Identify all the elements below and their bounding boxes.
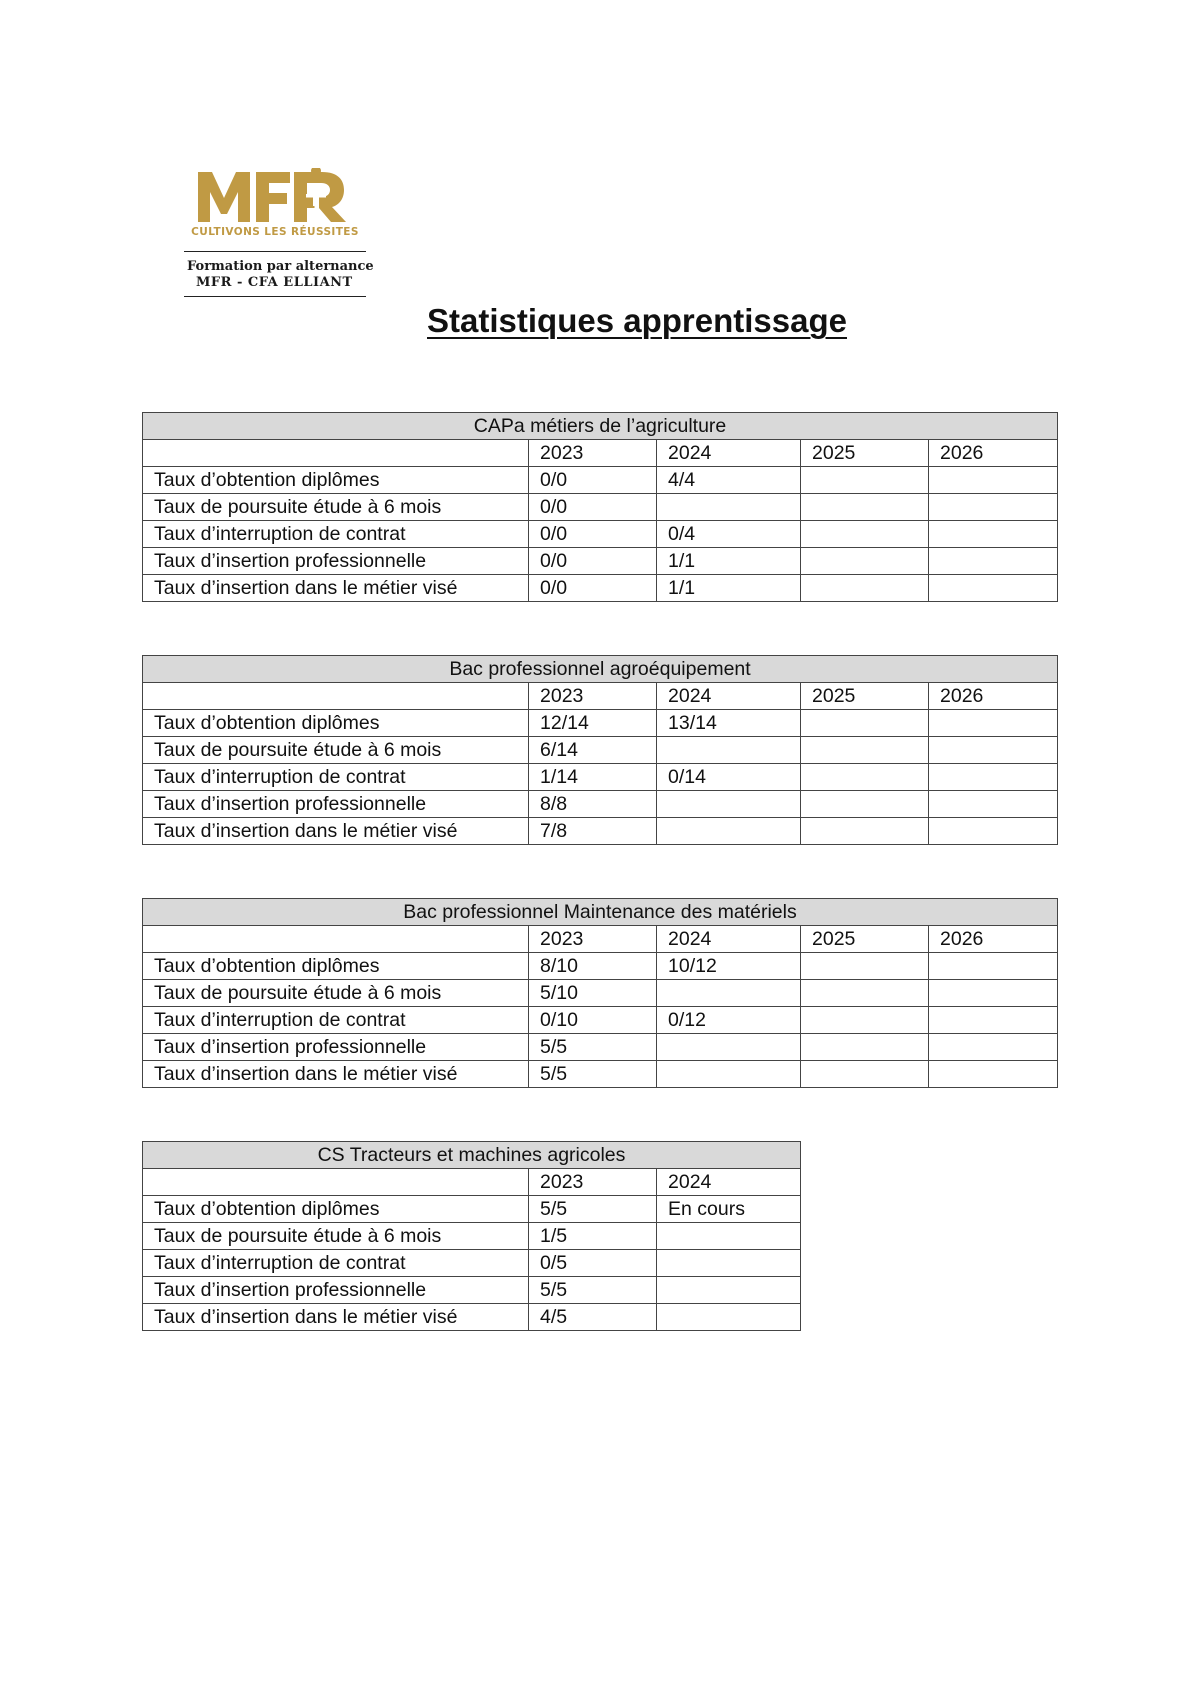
row-label: Taux d’interruption de contrat [143, 764, 529, 791]
table-cell: 5/5 [529, 1196, 657, 1223]
table-cell [929, 467, 1058, 494]
table-row [143, 494, 1058, 521]
table-caption-row [143, 1142, 801, 1169]
table-cell [929, 1061, 1058, 1088]
table-cell [657, 1061, 801, 1088]
row-label: Taux de poursuite étude à 6 mois [143, 980, 529, 1007]
table-cell: 1/5 [529, 1223, 657, 1250]
table-cell [801, 467, 929, 494]
table-row [143, 575, 1058, 602]
table-row [143, 737, 1058, 764]
table-cell [801, 980, 929, 1007]
table-row [143, 548, 1058, 575]
table-cell [801, 494, 929, 521]
table-cell [801, 548, 929, 575]
table-cell: 8/8 [529, 791, 657, 818]
table-cell: 0/10 [529, 1007, 657, 1034]
table-row [143, 980, 1058, 1007]
table-header-row [143, 683, 1058, 710]
table-cell [929, 575, 1058, 602]
table-cell [929, 980, 1058, 1007]
table-cell [801, 953, 929, 980]
table-caption: Bac professionnel agroéquipement [143, 656, 1058, 683]
year-header: 2024 [657, 1169, 801, 1196]
row-label: Taux d’obtention diplômes [143, 467, 529, 494]
year-header: 2025 [801, 683, 929, 710]
table-cell [801, 575, 929, 602]
table-caption-row [143, 899, 1058, 926]
table-row [143, 764, 1058, 791]
table-caption-row [143, 656, 1058, 683]
table-cell: 0/0 [529, 494, 657, 521]
table-cell [657, 980, 801, 1007]
table-cell: 0/4 [657, 521, 801, 548]
table-cell [801, 1034, 929, 1061]
table-cell: 1/1 [657, 575, 801, 602]
table-cell: 13/14 [657, 710, 801, 737]
year-header: 2023 [529, 926, 657, 953]
table-row [143, 1277, 801, 1304]
row-label: Taux d’obtention diplômes [143, 710, 529, 737]
stats-table-bac-agroequipement [142, 655, 1058, 845]
table-cell: 10/12 [657, 953, 801, 980]
row-label: Taux d’obtention diplômes [143, 1196, 529, 1223]
table-cell [657, 737, 801, 764]
table-row [143, 710, 1058, 737]
row-label: Taux d’insertion dans le métier visé [143, 575, 529, 602]
table-cell [801, 764, 929, 791]
table-caption: Bac professionnel Maintenance des matériels [143, 899, 1058, 926]
table-cell [801, 521, 929, 548]
mfr-logo-mark [198, 168, 366, 224]
table-caption: CAPa métiers de l’agriculture [143, 413, 1058, 440]
header-empty-cell [143, 683, 529, 710]
table-cell [801, 1061, 929, 1088]
row-label: Taux d’interruption de contrat [143, 1250, 529, 1277]
table-cell [801, 737, 929, 764]
table-cell: 6/14 [529, 737, 657, 764]
table-cell [929, 791, 1058, 818]
header-empty-cell [143, 1169, 529, 1196]
table-row [143, 791, 1058, 818]
table-header-row [143, 440, 1058, 467]
table-cell [929, 818, 1058, 845]
table-row [143, 1304, 801, 1331]
table-cell [657, 791, 801, 818]
year-header: 2023 [529, 440, 657, 467]
table-row [143, 818, 1058, 845]
table-cell: 4/5 [529, 1304, 657, 1331]
row-label: Taux d’insertion dans le métier visé [143, 818, 529, 845]
table-cell: 12/14 [529, 710, 657, 737]
table-cell: 5/5 [529, 1034, 657, 1061]
table-cell: 4/4 [657, 467, 801, 494]
table-cell: 0/0 [529, 467, 657, 494]
year-header: 2024 [657, 926, 801, 953]
year-header: 2024 [657, 440, 801, 467]
table-cell: 0/0 [529, 575, 657, 602]
mfr-logo [184, 168, 374, 297]
year-header: 2023 [529, 1169, 657, 1196]
table-cell: 0/12 [657, 1007, 801, 1034]
page-title: Statistiques apprentissage [427, 302, 847, 339]
row-label: Taux d’interruption de contrat [143, 1007, 529, 1034]
table-cell [657, 1034, 801, 1061]
year-header: 2023 [529, 683, 657, 710]
table-cell: En cours [657, 1196, 801, 1223]
table-row [143, 1250, 801, 1277]
table-cell [657, 818, 801, 845]
table-cell: 1/14 [529, 764, 657, 791]
logo-divider-bottom [184, 296, 366, 297]
table-cell [657, 1277, 801, 1304]
table-cell [801, 710, 929, 737]
year-header: 2026 [929, 683, 1058, 710]
table-cell [929, 521, 1058, 548]
table-cell [929, 1007, 1058, 1034]
stats-table-cs-tracteurs [142, 1141, 801, 1331]
row-label: Taux d’insertion dans le métier visé [143, 1304, 529, 1331]
table-cell [929, 953, 1058, 980]
header-empty-cell [143, 440, 529, 467]
row-label: Taux d’insertion dans le métier visé [143, 1061, 529, 1088]
table-cell [657, 1250, 801, 1277]
stats-table-capa [142, 412, 1058, 602]
table-cell [657, 1223, 801, 1250]
table-cell: 5/5 [529, 1061, 657, 1088]
row-label: Taux d’insertion professionnelle [143, 1034, 529, 1061]
logo-subtitle: Formation par alternance [187, 259, 374, 274]
table-cell: 8/10 [529, 953, 657, 980]
table-cell: 5/5 [529, 1277, 657, 1304]
table-cell: 5/10 [529, 980, 657, 1007]
table-cell [929, 548, 1058, 575]
table-row [143, 953, 1058, 980]
table-cell [929, 494, 1058, 521]
table-cell [929, 764, 1058, 791]
row-label: Taux de poursuite étude à 6 mois [143, 737, 529, 764]
year-header: 2025 [801, 440, 929, 467]
year-header: 2025 [801, 926, 929, 953]
logo-organization: MFR - CFA ELLIANT [196, 275, 353, 290]
table-header-row [143, 926, 1058, 953]
table-cell [929, 710, 1058, 737]
table-row [143, 1196, 801, 1223]
table-row [143, 467, 1058, 494]
table-cell: 1/1 [657, 548, 801, 575]
row-label: Taux d’insertion professionnelle [143, 791, 529, 818]
year-header: 2026 [929, 440, 1058, 467]
table-cell: 0/14 [657, 764, 801, 791]
table-cell: 0/5 [529, 1250, 657, 1277]
table-row [143, 1061, 1058, 1088]
table-caption: CS Tracteurs et machines agricoles [143, 1142, 801, 1169]
table-cell: 0/0 [529, 548, 657, 575]
row-label: Taux d’insertion professionnelle [143, 1277, 529, 1304]
stats-table-bac-maintenance [142, 898, 1058, 1088]
table-cell [929, 1034, 1058, 1061]
row-label: Taux de poursuite étude à 6 mois [143, 494, 529, 521]
row-label: Taux d’obtention diplômes [143, 953, 529, 980]
logo-tagline: CULTIVONS LES RÉUSSITES [191, 226, 359, 238]
table-caption-row [143, 413, 1058, 440]
table-cell: 7/8 [529, 818, 657, 845]
table-cell: 0/0 [529, 521, 657, 548]
table-header-row [143, 1169, 801, 1196]
year-header: 2026 [929, 926, 1058, 953]
row-label: Taux d’interruption de contrat [143, 521, 529, 548]
logo-divider [184, 251, 366, 252]
table-row [143, 1007, 1058, 1034]
table-cell [657, 494, 801, 521]
table-cell [801, 1007, 929, 1034]
row-label: Taux de poursuite étude à 6 mois [143, 1223, 529, 1250]
table-cell [929, 737, 1058, 764]
table-cell [801, 791, 929, 818]
year-header: 2024 [657, 683, 801, 710]
table-row [143, 521, 1058, 548]
header-empty-cell [143, 926, 529, 953]
table-row [143, 1223, 801, 1250]
table-cell [801, 818, 929, 845]
table-cell [657, 1304, 801, 1331]
table-row [143, 1034, 1058, 1061]
row-label: Taux d’insertion professionnelle [143, 548, 529, 575]
